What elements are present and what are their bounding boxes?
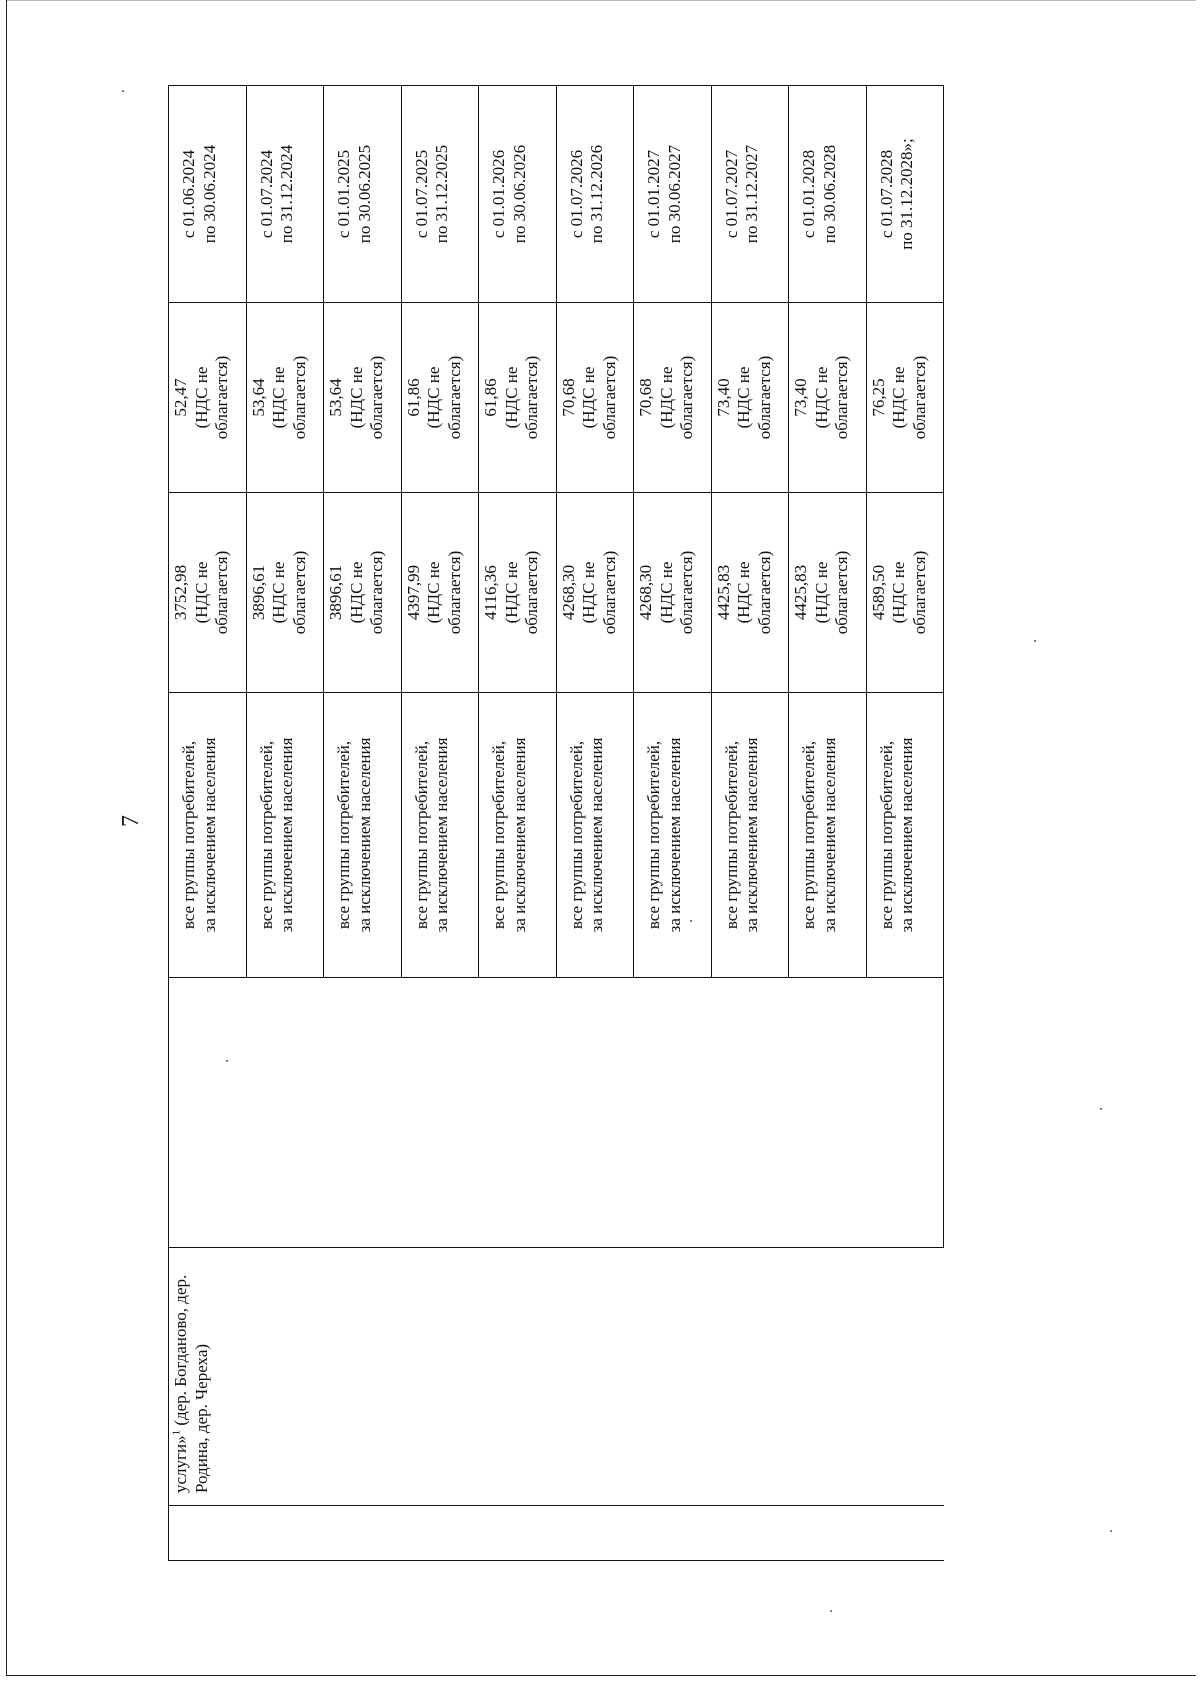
row-number-cell xyxy=(169,1506,944,1561)
tariff-2-text: облагается) xyxy=(599,355,619,440)
consumer-cell xyxy=(324,693,402,978)
tariff-2-text: облагается) xyxy=(444,355,464,440)
page-number: 7 xyxy=(118,815,144,827)
period-cell xyxy=(324,86,402,303)
tariff-2-text: облагается) xyxy=(754,355,774,440)
tariff-2-text: 70,68 xyxy=(636,378,655,417)
tariff-1-text: облагается) xyxy=(909,550,929,635)
consumer-text: все группы потребителей, xyxy=(179,740,198,930)
tariff-1-text: облагается) xyxy=(289,550,309,635)
consumer-text: за исключением населения xyxy=(587,737,607,933)
tariff-2-cell xyxy=(401,303,479,493)
period-cell xyxy=(866,86,944,303)
consumer-text: за исключением населения xyxy=(897,737,917,933)
consumer-text: за исключением населения xyxy=(432,737,452,933)
tariff-1-text: 3752,98 xyxy=(171,564,190,621)
tariff-1-cell xyxy=(789,493,867,693)
tariff-2-text: облагается) xyxy=(677,355,697,440)
tariff-1-text: (НДС не xyxy=(889,561,909,624)
tariff-1-cell xyxy=(711,493,789,693)
service-location: (дер. Богданово, дер. Родина, дер. Череха) xyxy=(171,1274,211,1493)
tariff-1-text: (НДС не xyxy=(424,561,444,624)
consumer-text: все группы потребителей, xyxy=(876,740,896,930)
tariff-1-text: (НДС не xyxy=(579,561,599,624)
tariff-2-text: 70,68 xyxy=(558,378,578,417)
tariff-1-cell xyxy=(479,493,557,693)
period-text: с 01.01.2025 xyxy=(334,149,353,239)
scan-speck xyxy=(830,1610,832,1612)
tariff-1-text: 3896,61 xyxy=(248,564,268,621)
tariff-1-text: (НДС не xyxy=(191,561,211,624)
tariff-2-cell xyxy=(866,303,944,493)
tariff-2-text: (НДС не xyxy=(734,366,754,429)
tariff-2-text: (НДС не xyxy=(889,366,909,429)
consumer-cell xyxy=(401,693,479,978)
consumer-text: за исключением населения xyxy=(742,737,762,933)
tariff-1-text: 4116,36 xyxy=(481,565,500,620)
period-text: по 31.12.2028»; xyxy=(897,138,917,250)
tariff-1-text: 4425,83 xyxy=(791,564,810,621)
consumer-text: все группы потребителей, xyxy=(489,740,508,930)
tariff-2-cell xyxy=(634,303,712,493)
tariff-2-text: (НДС не xyxy=(579,366,599,429)
tariff-1-cell xyxy=(169,493,247,693)
rotated-page-content xyxy=(118,86,943,1561)
footnote-mark: 1 xyxy=(170,1429,183,1436)
scan-speck xyxy=(1100,1108,1102,1110)
tariff-2-cell xyxy=(246,303,324,493)
consumer-text: за исключением населения xyxy=(199,737,219,933)
tariff-2-text: (НДС не xyxy=(811,366,831,429)
period-text: по 30.06.2024 xyxy=(199,144,219,244)
consumer-cell xyxy=(789,693,867,978)
tariff-2-text: 61,86 xyxy=(403,378,423,417)
consumer-text: все группы потребителей, xyxy=(566,740,586,930)
tariff-2-cell xyxy=(556,303,634,493)
tariff-2-text: облагается) xyxy=(289,355,309,440)
scan-speck xyxy=(122,90,124,92)
tariff-1-text: облагается) xyxy=(832,550,852,635)
period-cell xyxy=(789,86,867,303)
tariff-1-text: облагается) xyxy=(367,550,387,635)
tariff-2-text: облагается) xyxy=(522,355,542,440)
organization-service-cell xyxy=(169,1248,944,1506)
consumer-text: за исключением населения xyxy=(354,737,374,933)
consumer-text: все группы потребителей, xyxy=(256,740,276,930)
tariff-2-text: 76,25 xyxy=(868,378,888,417)
consumer-cell xyxy=(634,693,712,978)
tariff-2-cell xyxy=(169,303,247,493)
period-cell xyxy=(711,86,789,303)
consumer-text: за исключением населения xyxy=(664,737,684,933)
period-cell xyxy=(479,86,557,303)
tariff-1-text: (НДС не xyxy=(346,561,366,624)
tariff-1-text: 4268,30 xyxy=(636,564,655,621)
period-text: по 30.06.2026 xyxy=(509,144,529,244)
tariff-1-text: (НДС не xyxy=(269,561,289,624)
period-text: с 01.01.2026 xyxy=(489,149,508,239)
consumer-text: все группы потребителей, xyxy=(644,740,663,930)
period-text: с 01.07.2025 xyxy=(411,149,431,239)
scan-speck xyxy=(1034,640,1036,642)
period-text: по 31.12.2024 xyxy=(277,144,297,244)
tariff-2-text: облагается) xyxy=(832,355,852,440)
tariff-2-text: (НДС не xyxy=(346,366,366,429)
tariff-1-cell xyxy=(246,493,324,693)
consumer-cell xyxy=(866,693,944,978)
tariff-2-text: (НДС не xyxy=(424,366,444,429)
tariff-2-text: 53,64 xyxy=(248,378,268,417)
tariff-2-text: (НДС не xyxy=(191,366,211,429)
period-text: с 01.01.2028 xyxy=(799,149,818,239)
tariff-1-text: облагается) xyxy=(599,550,619,635)
tariff-2-text: облагается) xyxy=(909,355,929,440)
period-text: по 31.12.2025 xyxy=(432,144,452,244)
period-text: по 30.06.2025 xyxy=(354,144,374,244)
consumer-text: за исключением населения xyxy=(509,737,529,933)
consumer-text: все группы потребителей, xyxy=(799,740,818,930)
period-text: по 31.12.2027 xyxy=(742,144,762,244)
tariff-2-cell xyxy=(324,303,402,493)
tariff-1-text: (НДС не xyxy=(811,561,831,624)
tariff-1-text: 3896,61 xyxy=(326,564,345,621)
period-cell xyxy=(169,86,247,303)
period-cell xyxy=(246,86,324,303)
tariff-1-cell xyxy=(324,493,402,693)
consumer-cell xyxy=(169,693,247,978)
consumer-cell xyxy=(711,693,789,978)
tariff-1-text: 4397,99 xyxy=(403,564,423,621)
period-text: с 01.06.2024 xyxy=(179,149,198,239)
scan-speck xyxy=(1110,1530,1112,1532)
consumer-text: все группы потребителей, xyxy=(334,740,353,930)
tariff-2-text: 52,47 xyxy=(171,378,190,417)
consumer-text: за исключением населения xyxy=(277,737,297,933)
tariff-1-text: облагается) xyxy=(754,550,774,635)
table-row xyxy=(169,86,247,1561)
blank-cell xyxy=(169,978,944,1248)
period-cell xyxy=(556,86,634,303)
tariff-1-text: (НДС не xyxy=(734,561,754,624)
tariff-1-cell xyxy=(634,493,712,693)
tariff-2-text: облагается) xyxy=(212,355,232,440)
service-label: услуги» xyxy=(171,1435,190,1493)
tariff-1-text: 4268,30 xyxy=(558,564,578,621)
tariff-2-text: 73,40 xyxy=(791,378,810,417)
tariff-1-text: облагается) xyxy=(677,550,697,635)
tariff-1-text: облагается) xyxy=(522,550,542,635)
consumer-text: все группы потребителей, xyxy=(721,740,741,930)
tariff-2-text: (НДС не xyxy=(656,366,676,429)
period-text: с 01.07.2028 xyxy=(876,149,896,239)
tariff-table xyxy=(168,85,944,1561)
period-text: с 01.01.2027 xyxy=(644,149,663,239)
tariff-1-cell xyxy=(556,493,634,693)
period-text: с 01.07.2026 xyxy=(566,149,586,239)
consumer-cell xyxy=(246,693,324,978)
period-text: по 30.06.2027 xyxy=(664,144,684,244)
tariff-1-cell xyxy=(401,493,479,693)
period-text: по 31.12.2026 xyxy=(587,144,607,244)
tariff-2-text: (НДС не xyxy=(501,366,521,429)
period-text: с 01.07.2027 xyxy=(721,149,741,239)
period-text: по 30.06.2028 xyxy=(819,144,839,244)
tariff-2-cell xyxy=(711,303,789,493)
period-cell xyxy=(401,86,479,303)
consumer-text: все группы потребителей, xyxy=(411,740,431,930)
consumer-text: за исключением населения xyxy=(819,737,839,933)
period-text: с 01.07.2024 xyxy=(256,149,276,239)
tariff-1-cell xyxy=(866,493,944,693)
tariff-1-text: 4589,50 xyxy=(868,564,888,621)
tariff-1-text: облагается) xyxy=(444,550,464,635)
tariff-2-text: (НДС не xyxy=(269,366,289,429)
consumer-cell xyxy=(556,693,634,978)
tariff-1-text: 4425,83 xyxy=(713,564,733,621)
tariff-2-cell xyxy=(479,303,557,493)
tariff-1-text: облагается) xyxy=(212,550,232,635)
tariff-2-text: 53,64 xyxy=(326,378,345,417)
tariff-2-text: 61,86 xyxy=(481,378,500,417)
tariff-1-text: (НДС не xyxy=(656,561,676,624)
tariff-1-text: (НДС не xyxy=(501,561,521,624)
tariff-2-text: 73,40 xyxy=(713,378,733,417)
tariff-2-cell xyxy=(789,303,867,493)
consumer-cell xyxy=(479,693,557,978)
tariff-2-text: облагается) xyxy=(367,355,387,440)
period-cell xyxy=(634,86,712,303)
